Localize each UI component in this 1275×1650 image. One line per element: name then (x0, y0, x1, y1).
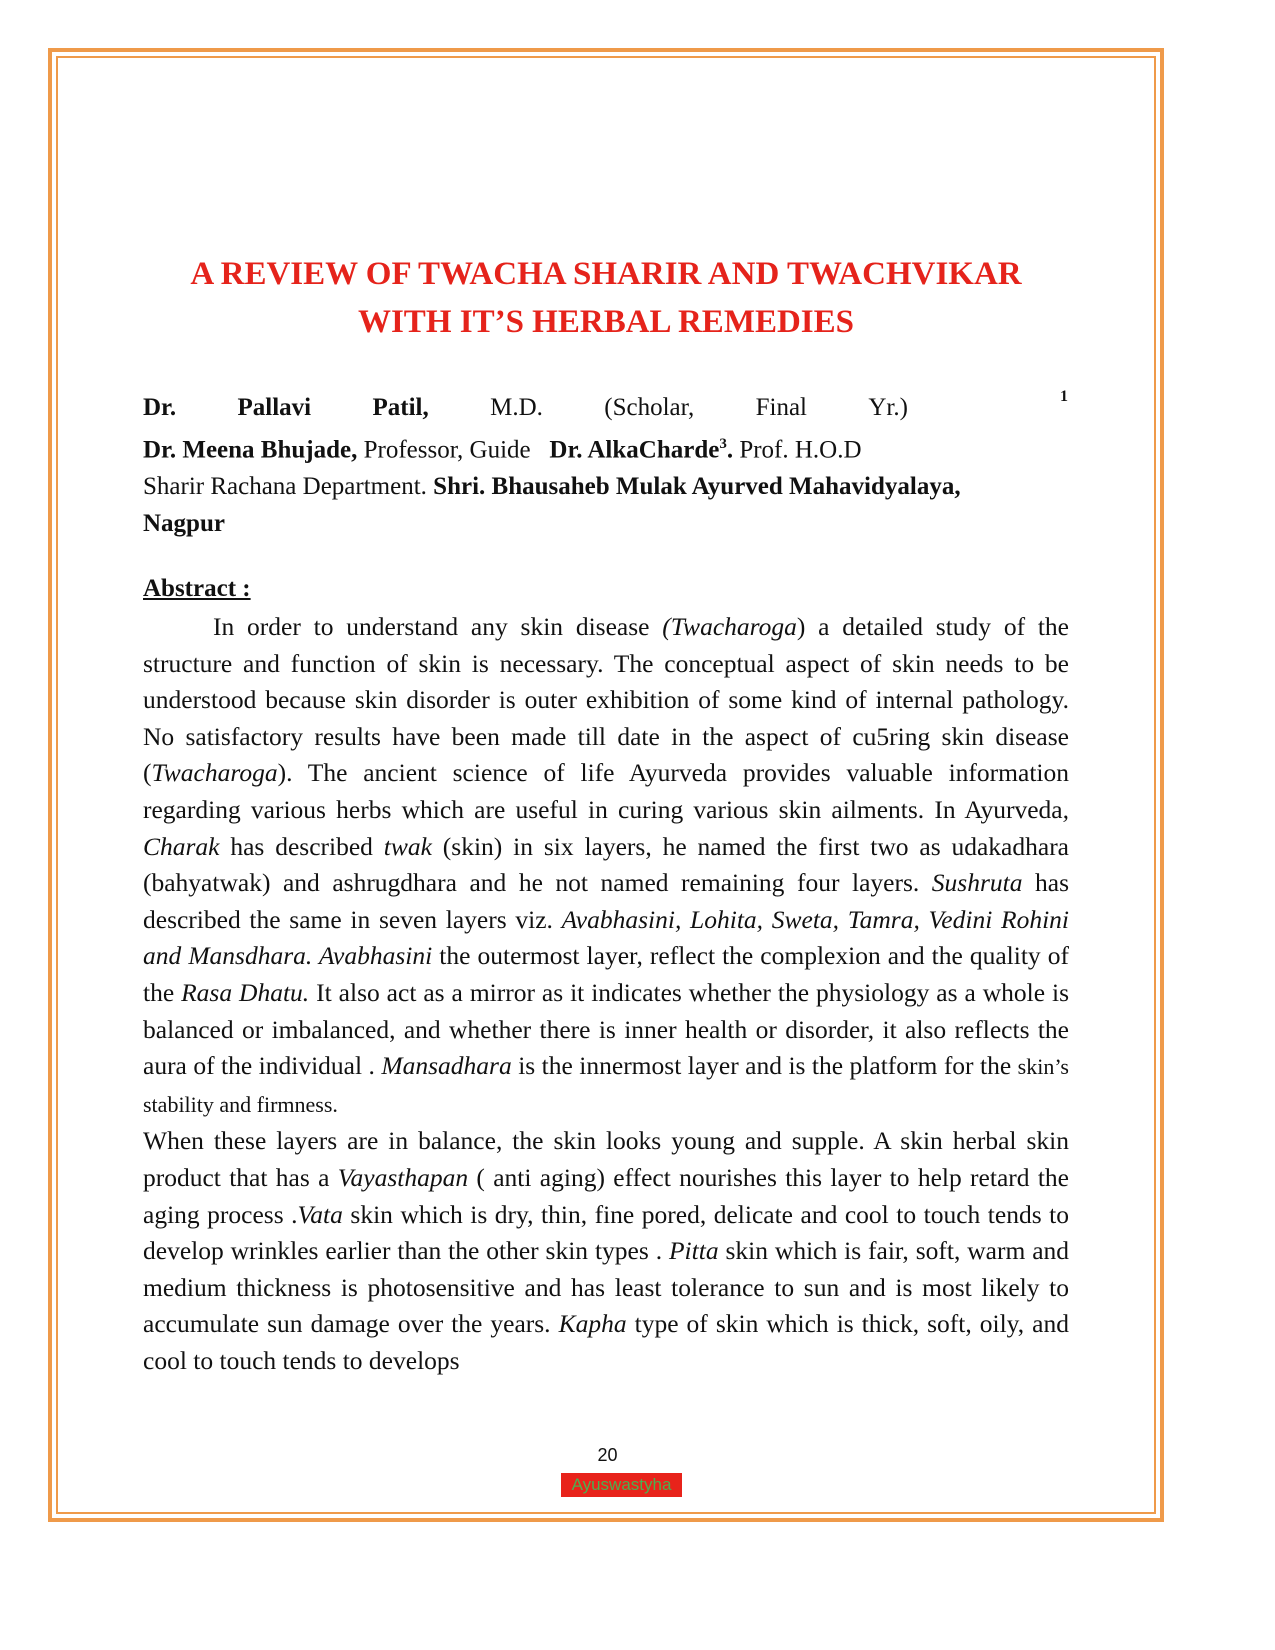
author2-name: Dr. Meena Bhujade, (143, 436, 358, 464)
text-run: ( anti aging) effect nourishes this layer to help retard the aging process . (143, 1162, 1069, 1229)
text-run: ) a detailed study of the structure and function of skin is necessary. The conceptual aspect of skin needs to be understood because skin disorder is outer exhibition of some kind of internal pathology. No satisfactory results have been made till date in the aspect of cu5ring skin disease ( (143, 612, 1070, 788)
author3-name: Dr. AlkaCharde (549, 436, 720, 464)
text-run: skin which is dry, thin, fine pored, delicate and cool to touch tends to develop wrinkles earlier than the other skin types . (143, 1199, 1069, 1266)
italic-term: Rasa Dhatu. (181, 977, 310, 1007)
italic-term: Mansadhara (381, 1051, 512, 1081)
author3-superscript: 3 (719, 436, 727, 452)
affiliation-line (143, 468, 1069, 505)
italic-term: twak (383, 831, 432, 861)
author1-last-name: Patil, (372, 394, 429, 421)
italic-term: , Charak (143, 794, 1069, 861)
abstract-heading: Abstract : (143, 575, 251, 602)
text-run: has described (219, 831, 384, 861)
author-block (143, 389, 1069, 542)
text-run: (skin) in six layers, he named the first two as udakadhara (bahyatwak) and ashrugdhara and he not named remaining four layers. (143, 831, 1070, 898)
text-run: type of skin which is thick, soft, oily, and cool to touch tends to develops (143, 1309, 1069, 1375)
text-run: skin’s stability and firmness. (143, 1054, 1069, 1117)
italic-term: Twacharoga (151, 758, 278, 788)
abstract-body (143, 609, 1069, 1379)
italic-term: Sushruta (931, 868, 1023, 898)
author-affiliation-superscript: 1 (1060, 388, 1068, 405)
city-line (143, 505, 1069, 542)
author-line-1 (143, 389, 908, 426)
author1-first-name: Pallavi (237, 394, 312, 421)
italic-term: Vata (297, 1199, 343, 1229)
author3-dot: . (726, 436, 734, 464)
abstract-paragraph-2 (143, 1123, 1069, 1379)
author1-role-1: (Scholar, (604, 394, 695, 421)
department: Sharir Rachana Department. (143, 473, 434, 501)
italic-term: Kapha (558, 1309, 627, 1339)
title-line-2: WITH IT’S HERBAL REMEDIES (357, 304, 855, 340)
text-run: is the innermost layer and is the platform for the (511, 1051, 1018, 1081)
text-run: It also act as a mirror as it indicates whether the physiology as a whole is balanced or imbalanced, and whether there is inner health or disorder, it also reflects the aura of the individual . (143, 977, 1069, 1081)
author2-role: Professor, Guide (357, 436, 550, 464)
college-name: Shri. Bhausaheb Mulak Ayurved Mahavidyalaya, (433, 473, 961, 501)
abstract-paragraph-1 (143, 609, 1069, 1123)
text-run: skin which is fair, soft, warm and medium thickness is photosensitive and has least tolerance to sun and is most likely to accumulate sun damage over the years. (143, 1236, 1070, 1339)
page-number: 20 (597, 1445, 618, 1465)
italic-term: Pitta (668, 1236, 719, 1266)
title-line-1: A REVIEW OF TWACHA SHARIR AND TWACHVIKAR (190, 256, 1022, 292)
author3-role: Prof. H.O.D (733, 436, 862, 464)
city: Nagpur (143, 510, 225, 538)
italic-term: Avabhasini, Lohita, Sweta, Tamra, Vedini Rohini and Mansdhara. Avabhasini (143, 904, 1069, 971)
paper-title (143, 250, 1069, 346)
text-run: In order to understand any skin disease (213, 612, 663, 641)
author-line-2 (143, 426, 1069, 468)
author1-role-2: Final (755, 394, 807, 421)
italic-term: (Twacharoga (662, 612, 797, 641)
author1-degree: M.D. (490, 394, 543, 421)
text-run: has described the same in seven layers viz. (143, 868, 1069, 934)
author1-title: Dr. (143, 394, 177, 421)
text-run: ). The ancient science of life Ayurveda provides valuable information regarding various herbs which are useful in curing various skin ailments. In Ayurveda (143, 758, 1069, 824)
journal-name-badge: Ayuswastyha (561, 1473, 682, 1497)
text-run: the outermost layer, reflect the complexion and the quality of the (143, 941, 1069, 1007)
author1-role-3: Yr.) (868, 394, 908, 421)
italic-term: Vayasthapan (337, 1162, 469, 1192)
text-run: When these layers are in balance, the skin looks young and supple. A skin herbal skin product that has a (143, 1126, 1069, 1192)
